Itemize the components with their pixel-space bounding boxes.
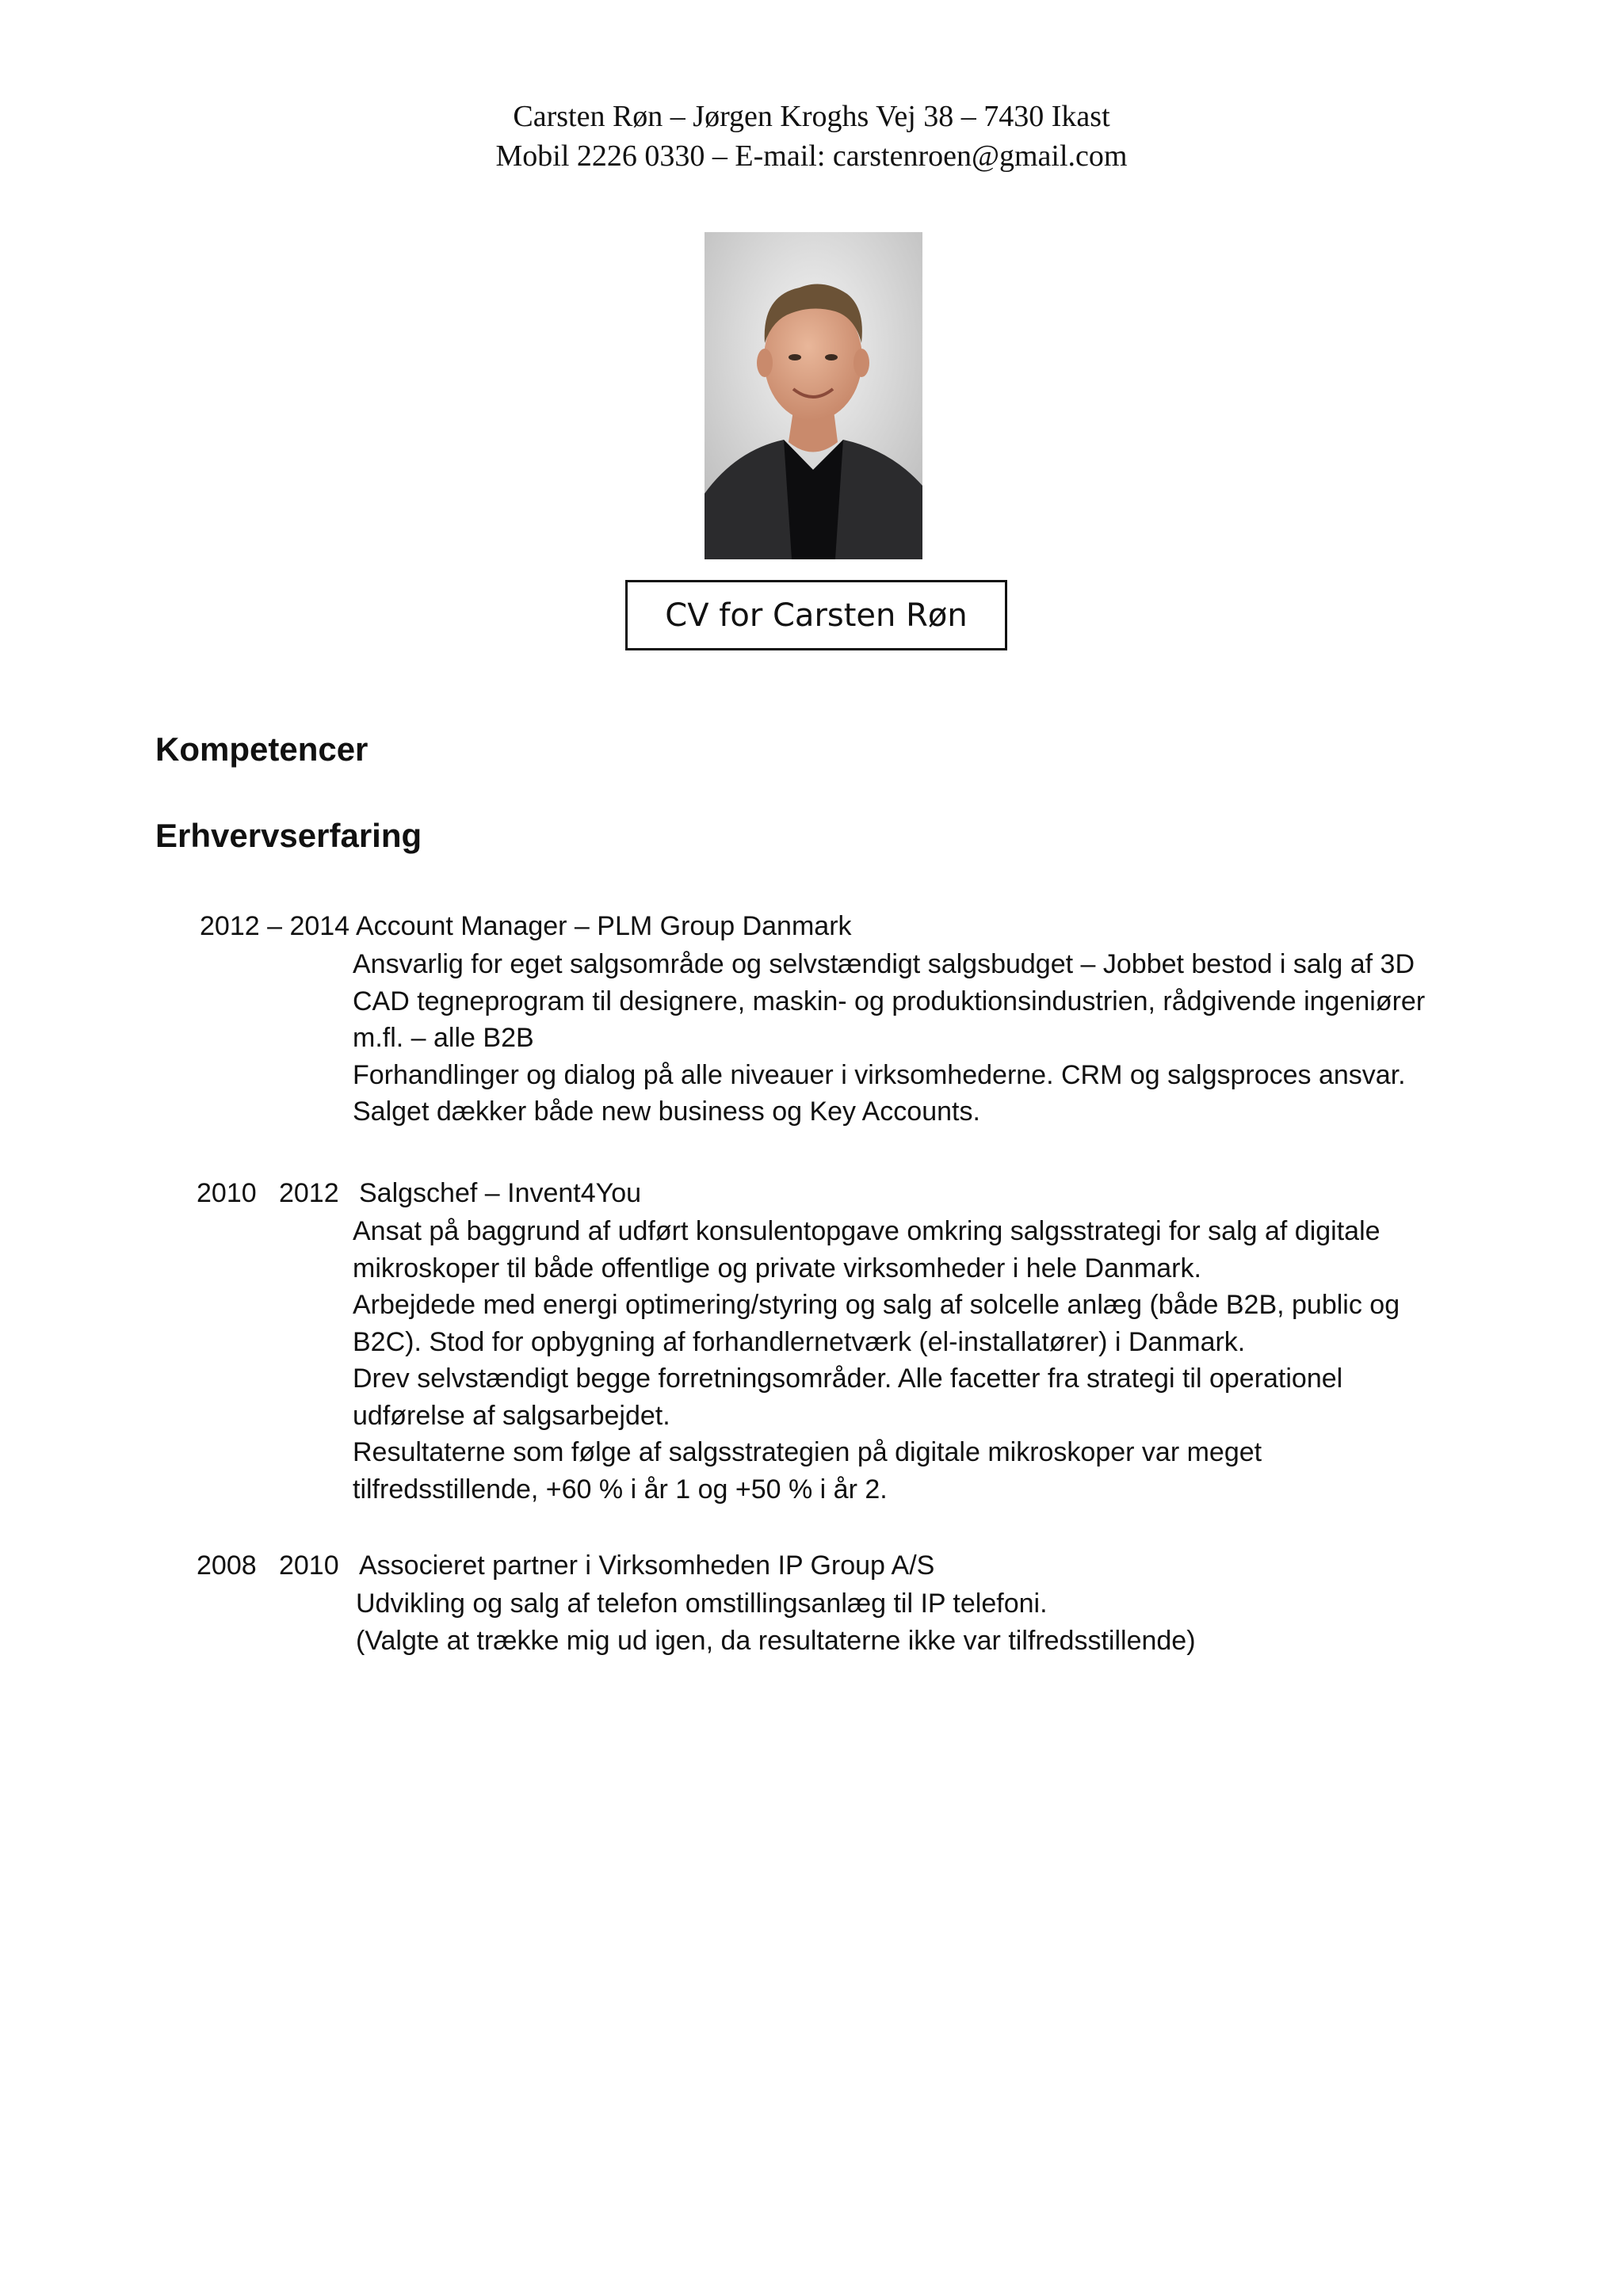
job-description — [353, 946, 1425, 1131]
contact-line-phone-email: Mobil 2226 0330 – E-mail: carstenroen@gmail.com — [495, 139, 1128, 173]
job-dates: 2010 2012 — [197, 1178, 339, 1208]
job-title: Account Manager – PLM Group Danmark — [356, 911, 852, 941]
job-dates: 2012 – 2014 — [200, 911, 350, 941]
job-description-line: Ansat på baggrund af udført konsulentopgave omkring salgsstrategi for salg af digitale — [353, 1216, 1381, 1246]
job-title: Associeret partner i Virksomheden IP Group A/S — [359, 1550, 935, 1581]
cv-title: CV for Carsten Røn — [625, 580, 1007, 650]
job-description-line: Arbejdede med energi optimering/styring og salg af solcelle anlæg (både B2B, public og — [353, 1290, 1400, 1320]
job-description-line: Udvikling og salg af telefon omstillingsanlæg til IP telefoni. — [356, 1589, 1048, 1619]
job-description-line: Forhandlinger og dialog på alle niveauer i virksomhederne. CRM og salgsproces ansvar. — [353, 1059, 1406, 1090]
job-dates: 2008 2010 — [197, 1550, 339, 1581]
job-description-line: mikroskoper til både offentlige og private virksomheder i hele Danmark. — [353, 1253, 1201, 1283]
job-description-line: Resultaterne som følge af salgsstrategien på digitale mikroskoper var meget — [353, 1437, 1262, 1467]
job-description-line: B2C). Stod for opbygning af forhandlernetværk (el-installatører) i Danmark. — [353, 1326, 1246, 1357]
job-title: Salgschef – Invent4You — [359, 1178, 642, 1208]
job-description-line: Drev selvstændigt begge forretningsområder. Alle facetter fra strategi til operationel — [353, 1363, 1343, 1394]
section-heading-erhvervserfaring: Erhvervserfaring — [155, 817, 422, 854]
job-description-line: tilfredsstillende, +60 % i år 1 og +50 % i år 2. — [353, 1474, 888, 1505]
profile-photo — [705, 232, 922, 559]
section-heading-kompetencer: Kompetencer — [155, 730, 369, 768]
job-description-line: m.fl. – alle B2B — [353, 1023, 534, 1053]
job-description — [353, 1213, 1400, 1508]
job-description-line: Ansvarlig for eget salgsområde og selvstændigt salgsbudget – Jobbet bestod i salg af 3D — [353, 949, 1415, 979]
job-description-line: CAD tegneprogram til designere, maskin- og produktionsindustrien, rådgivende ingeniører — [353, 986, 1426, 1016]
job-description-line: Salget dækker både new business og Key Accounts. — [353, 1097, 980, 1127]
job-description — [356, 1585, 1196, 1659]
job-description-line: udførelse af salgsarbejdet. — [353, 1400, 670, 1431]
job-description-line: (Valgte at trække mig ud igen, da resultaterne ikke var tilfredsstillende) — [356, 1625, 1196, 1656]
contact-line-address: Carsten Røn – Jørgen Kroghs Vej 38 – 7430 Ikast — [513, 100, 1110, 133]
